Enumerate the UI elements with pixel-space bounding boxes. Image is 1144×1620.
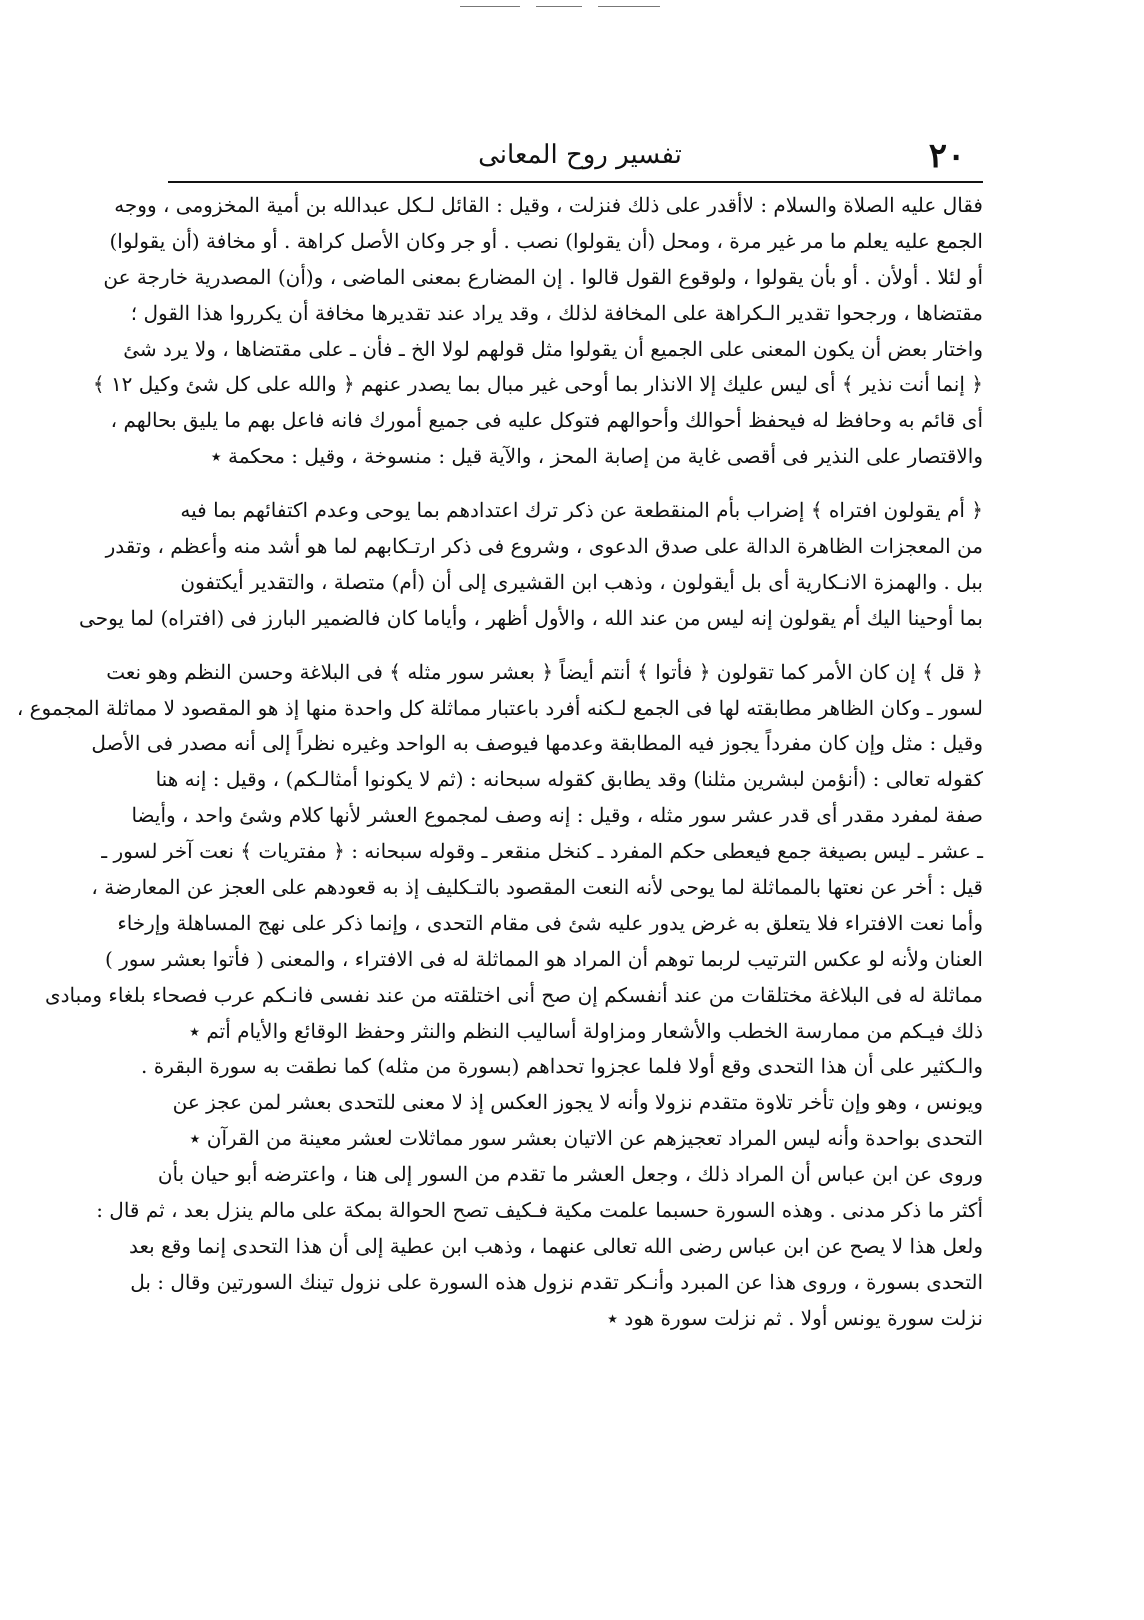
top-crop-marks xyxy=(460,6,660,10)
text-line: قيل : أخر عن نعتها بالمماثلة لما يوحى لأنه النعت المقصود بالتـكليف إذ به قعودهم على العجز عن المعارضة ، xyxy=(91,875,983,900)
text-line: أو لئلا . أولأن . أو بأن يقولوا ، ولوقوع القول قالوا . إن المضارع بمعنى الماضى ، و(أن) المصدرية خارجة عن xyxy=(103,264,983,289)
paragraph xyxy=(92,188,983,475)
text-line: وروى عن ابن عباس أن المراد ذلك ، وجعل العشر ما تقدم من السور إلى هنا ، واعترضه أبو حيان بأن xyxy=(157,1162,983,1187)
paragraph-gap xyxy=(168,475,983,493)
text-line: ـ عشر ـ ليس بصيغة جمع فيعطى حكم المفرد ـ كنخل منقعر ـ وقوله سبحانه : ﴿ مفتريات ﴾ نعت آخر لسور ـ xyxy=(101,839,983,864)
text-line: بما أوحينا اليك أم يقولون إنه ليس من عند الله ، والأول أظهر ، وأياما كان فالضمير البارز فى (افتراه) لما يوحى xyxy=(79,605,983,630)
text-line: العنان ولأنه لو عكس الترتيب لربما توهم أن المراد هو المماثلة له فى الافتراء ، والمعنى ( فأتوا بعشر سور ) xyxy=(104,946,983,971)
text-line: مقتضاها ، ورجحوا تقدير الـكراهة على المخافة لذلك ، وقد يراد عند تقديرها مخافة أن يكرروا هذا القول ؛ xyxy=(130,300,983,325)
text-line: ذلك فيـكم من ممارسة الخطب والأشعار ومزاولة أساليب النظم والنثر وحفظ الوقائع والأيام أتم ٭ xyxy=(189,1018,983,1043)
paragraph-gap xyxy=(168,637,983,655)
body-text xyxy=(16,188,983,1337)
text-line: ولعل هذا لا يصح عن ابن عباس رضى الله تعالى عنهما ، وذهب ابن عطية إلى أن هذا التحدى إنما وقع بعد xyxy=(128,1233,983,1258)
running-head: تفسير روح المعانى xyxy=(478,140,682,170)
text-line: ببل . والهمزة الانـكارية أى بل أيقولون ، وذهب ابن القشيرى إلى أن (أم) متصلة ، والتقدير أيكتفون xyxy=(180,569,983,594)
text-line: أكثر ما ذكر مدنى . وهذه السورة حسبما علمت مكية فـكيف تصح الحوالة بمكة على مالم ينزل بعد ، ثم قال : xyxy=(96,1198,983,1223)
text-line: ﴿ أم يقولون افتراه ﴾ إضراب بأم المنقطعة عن ذكر ترك اعتدادهم بما يوحى وعدم اكتفائهم بما فيه xyxy=(180,498,983,523)
paragraph xyxy=(16,655,983,1050)
paragraph xyxy=(141,1049,983,1157)
text-line: ﴿ إنما أنت نذير ﴾ أى ليس عليك إلا الانذار بما أوحى غير مبال بما يصدر عنهم ﴿ والله على كل شئ وكيل ١٢ ﴾ xyxy=(92,372,983,397)
text-line: والاقتصار على النذير فى أقصى غاية من إصابة المحز ، والآية قيل : منسوخة ، وقيل : محكمة ٭ xyxy=(210,444,983,469)
text-line: نزلت سورة يونس أولا . ثم نزلت سورة هود ٭ xyxy=(607,1305,983,1330)
text-line: صفة لمفرد مقدر أى قدر عشر سور مثله ، وقيل : إنه وصف لمجموع العشر لأنها كلام وشئ واحد ، وأيضا xyxy=(131,803,983,828)
text-line: واختار بعض أن يكون المعنى على الجميع أن يقولوا مثل قولهم لولا الخ ـ فأن ـ على مقتضاها ، ولا يرد شئ xyxy=(123,336,983,361)
text-line: لسور ـ وكان الظاهر مطابقته لها فى الجمع لـكنه أفرد باعتبار مماثلة كل واحدة منها إذ هو المقصود لا مماثلة المجموع ، xyxy=(16,695,983,720)
text-line: الجمع عليه يعلم ما مر غير مرة ، ومحل (أن يقولوا) نصب . أو جر وكان الأصل كراهة . أو مخافة (أن يقولوا) xyxy=(109,228,983,253)
text-line: كقوله تعالى : (أنؤمن لبشرين مثلنا) وقد يطابق كقوله سبحانه : (ثم لا يكونوا أمثالـكم) ، وقيل : إنه هنا xyxy=(155,767,983,792)
paragraph xyxy=(79,493,983,637)
text-line: ويونس ، وهو وإن تأخر تلاوة متقدم نزولا وأنه لا يجوز العكس إذ لا معنى للتحدى بعشر لمن عجز عن xyxy=(172,1090,983,1115)
paragraph xyxy=(96,1157,983,1336)
page-number: ٢٠ xyxy=(928,136,966,176)
text-line: مماثلة له فى البلاغة مختلقات من عند أنفسكم إن صح أنى اختلقته من عند نفسى فانـكم عرب فصحاء بلغاء ومبادى xyxy=(45,982,983,1007)
text-line: والـكثير على أن هذا التحدى وقع أولا فلما عجزوا تحداهم (بسورة من مثله) كما نطقت به سورة البقرة . xyxy=(141,1054,983,1079)
text-line: التحدى بواحدة وأنه ليس المراد تعجيزهم عن الاتيان بعشر سور مماثلات لعشر معينة من القرآن ٭ xyxy=(189,1126,983,1151)
text-line: وأما نعت الافتراء فلا يتعلق به غرض يدور عليه شئ فى مقام التحدى ، وإنما ذكر على نهج المساهلة وإرخاء xyxy=(117,910,983,935)
text-line: فقال عليه الصلاة والسلام : لاأقدر على ذلك فنزلت ، وقيل : القائل لـكل عبدالله بن أمية المخزومى ، ووجه xyxy=(114,193,983,217)
header-rule xyxy=(168,181,983,183)
text-line: وقيل : مثل وإن كان مفرداً يجوز فيه المطابقة وعدمها فيوصف به الواحد وغيره نظراً إلى أنه مصدر فى الأصل xyxy=(91,731,983,756)
text-line: التحدى بسورة ، وروى هذا عن المبرد وأنـكر تقدم نزول هذه السورة على نزول تينك السورتين وقال : بل xyxy=(130,1269,983,1294)
text-line: أى قائم به وحافظ له فيحفظ أحوالك وأحوالهم فتوكل عليه فى جميع أمورك فانه فاعل بهم ما يليق بحالهم ، xyxy=(110,408,983,433)
text-line: من المعجزات الظاهرة الدالة على صدق الدعوى ، وشروع فى ذكر ارتـكابهم لما هو أشد منه وأعظم ، وتقدر xyxy=(105,534,983,559)
text-line: ﴿ قل ﴾ إن كان الأمر كما تقولون ﴿ فأتوا ﴾ أنتم أيضاً ﴿ بعشر سور مثله ﴾ فى البلاغة وحسن النظم وهو نعت xyxy=(106,659,983,684)
